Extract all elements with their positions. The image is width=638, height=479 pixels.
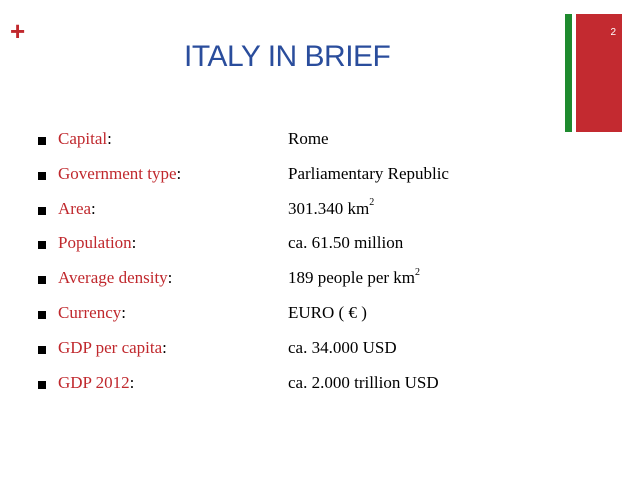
fact-colon: : — [176, 163, 182, 183]
fact-term: Average density — [58, 268, 168, 288]
bullet-icon — [38, 381, 46, 389]
fact-term: GDP per capita — [58, 337, 163, 357]
fact-term: Population — [58, 233, 132, 253]
fact-row — [0, 267, 560, 302]
fact-value-text: ca. 34.000 USD — [288, 337, 397, 357]
bullet-icon — [38, 346, 46, 354]
fact-row — [0, 198, 560, 233]
fact-row — [0, 372, 560, 407]
fact-label — [58, 198, 96, 220]
fact-value-text: 189 people per km — [288, 268, 415, 288]
fact-value — [288, 267, 420, 289]
fact-value-sup: 2 — [369, 196, 375, 208]
bullet-icon — [38, 137, 46, 145]
fact-row — [0, 302, 560, 337]
fact-colon: : — [129, 372, 135, 392]
plus-icon: + — [10, 16, 26, 46]
fact-value — [288, 337, 397, 359]
fact-colon: : — [131, 233, 137, 253]
bullet-icon — [38, 172, 46, 180]
slide-title: ITALY IN BRIEF — [184, 40, 391, 73]
bullet-icon — [38, 311, 46, 319]
fact-colon: : — [107, 129, 112, 148]
fact-value-text: Parliamentary Republic — [288, 163, 449, 183]
fact-label — [58, 232, 136, 254]
fact-value — [288, 128, 329, 150]
italian-flag-stripe — [565, 14, 622, 132]
fact-term: Capital — [58, 129, 108, 148]
flag-red-band — [576, 14, 622, 132]
bullet-icon — [38, 207, 46, 215]
fact-term: Currency — [58, 302, 122, 322]
fact-term: Area — [58, 198, 92, 218]
fact-term: Government type — [58, 163, 177, 183]
fact-term: GDP 2012 — [58, 372, 130, 392]
fact-colon: : — [121, 302, 126, 322]
fact-value-text: ca. 61.50 million — [288, 233, 404, 253]
fact-row — [0, 337, 560, 372]
fact-label — [58, 302, 126, 324]
fact-value — [288, 232, 403, 254]
page-number: 2 — [610, 27, 616, 38]
bullet-icon — [38, 241, 46, 249]
fact-label — [58, 128, 112, 150]
fact-row — [0, 128, 560, 163]
fact-value — [288, 163, 449, 185]
fact-value-sup: 2 — [415, 266, 420, 278]
facts-list — [0, 128, 560, 406]
fact-value-text: EURO ( € ) — [288, 302, 367, 322]
flag-green-band — [565, 14, 572, 132]
fact-value-text: Rome — [288, 129, 329, 148]
fact-colon: : — [167, 268, 173, 288]
bullet-icon — [38, 276, 46, 284]
fact-value-text: 301.340 km — [288, 198, 370, 218]
fact-colon: : — [91, 198, 96, 218]
fact-value — [288, 198, 374, 220]
fact-label — [58, 267, 172, 289]
fact-label — [58, 337, 167, 359]
fact-value-text: ca. 2.000 trillion USD — [288, 372, 439, 392]
fact-colon: : — [162, 337, 167, 357]
fact-value — [288, 372, 439, 394]
fact-value — [288, 302, 367, 324]
fact-label — [58, 163, 181, 185]
fact-row — [0, 163, 560, 198]
fact-row — [0, 232, 560, 267]
fact-label — [58, 372, 134, 394]
